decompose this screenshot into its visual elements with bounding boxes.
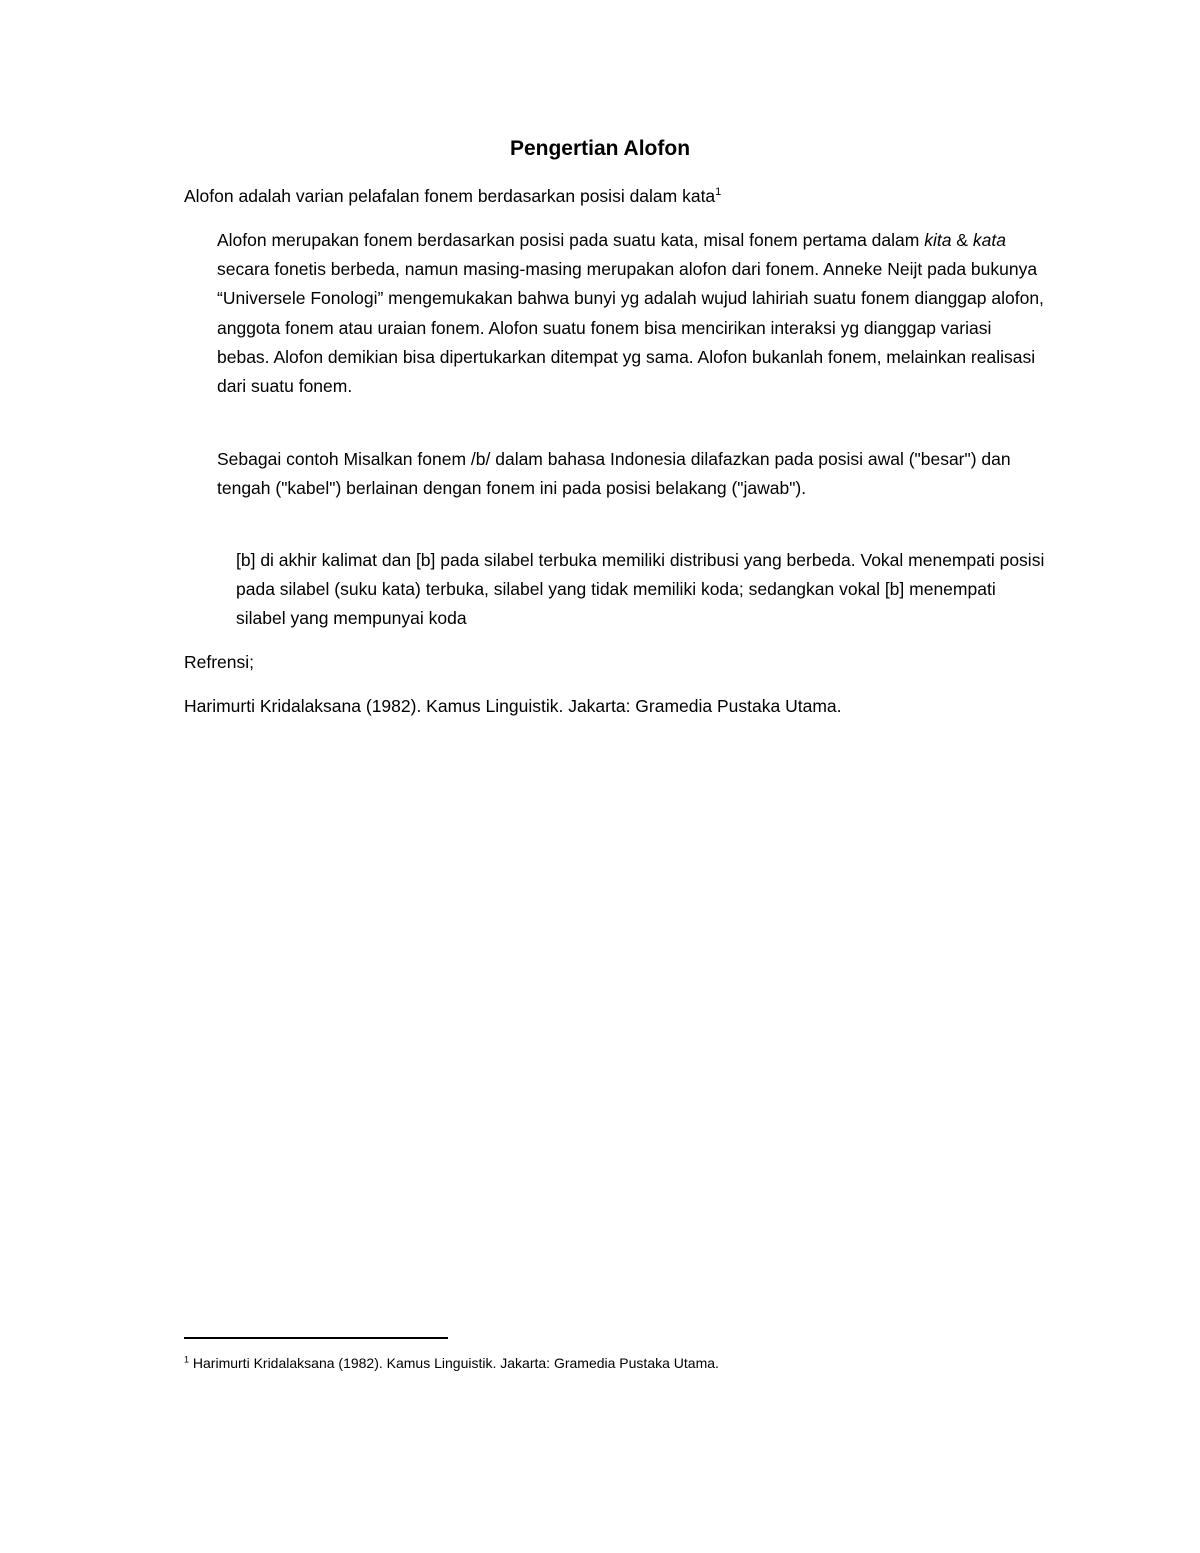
reference-item: Harimurti Kridalaksana (1982). Kamus Linguistik. Jakarta: Gramedia Pustaka Utama.: [184, 696, 842, 716]
paragraph-segment: secara fonetis berbeda, namun masing-masing merupakan alofon dari fonem. Anneke Neijt pada bukunya “Universele Fonologi” mengemukakan bahwa bunyi yg adalah wujud lahiriah suatu fonem dianggap alofon, anggota fonem atau uraian fonem. Alofon suatu fonem bisa mencirikan interaksi yg dianggap variasi bebas. Alofon demikian bisa dipertukarkan ditempat yg sama. Alofon bukanlah fonem, melainkan realisasi dari suatu fonem.: [217, 259, 1044, 397]
footnote-marker: 1: [184, 1354, 190, 1365]
paragraph-segment: &: [951, 230, 973, 250]
paragraph-definition: [217, 226, 1047, 401]
footnote-reference[interactable]: 1: [715, 186, 722, 199]
footnote-text: Harimurti Kridalaksana (1982). Kamus Linguistik. Jakarta: Gramedia Pustaka Utama.: [189, 1355, 719, 1371]
lead-sentence: [184, 182, 1044, 211]
paragraph-distribution: [b] di akhir kalimat dan [b] pada silabel terbuka memiliki distribusi yang berbeda. Vokal menempati posisi pada silabel (suku kata) terbuka, silabel yang tidak memiliki koda; sedangkan vokal [b] menempati silabel yang mempunyai koda: [236, 550, 1045, 629]
italic-word-kita: kita: [924, 230, 952, 250]
paragraph-example: Sebagai contoh Misalkan fonem /b/ dalam bahasa Indonesia dilafazkan pada posisi awal ("besar") dan tengah ("kabel") berlainan dengan fonem ini pada posisi belakang ("jawab").: [217, 449, 1011, 499]
paragraph-segment: Alofon merupakan fonem berdasarkan posisi pada suatu kata, misal fonem pertama dalam: [217, 230, 925, 250]
italic-word-kata: kata: [972, 230, 1006, 250]
page-title: Pengertian Alofon: [509, 137, 691, 160]
lead-text: Alofon adalah varian pelafalan fonem berdasarkan posisi dalam kata: [184, 186, 716, 206]
footnote-separator: [184, 1337, 448, 1339]
footnote: [184, 1352, 719, 1374]
references-heading: Refrensi;: [184, 652, 255, 672]
